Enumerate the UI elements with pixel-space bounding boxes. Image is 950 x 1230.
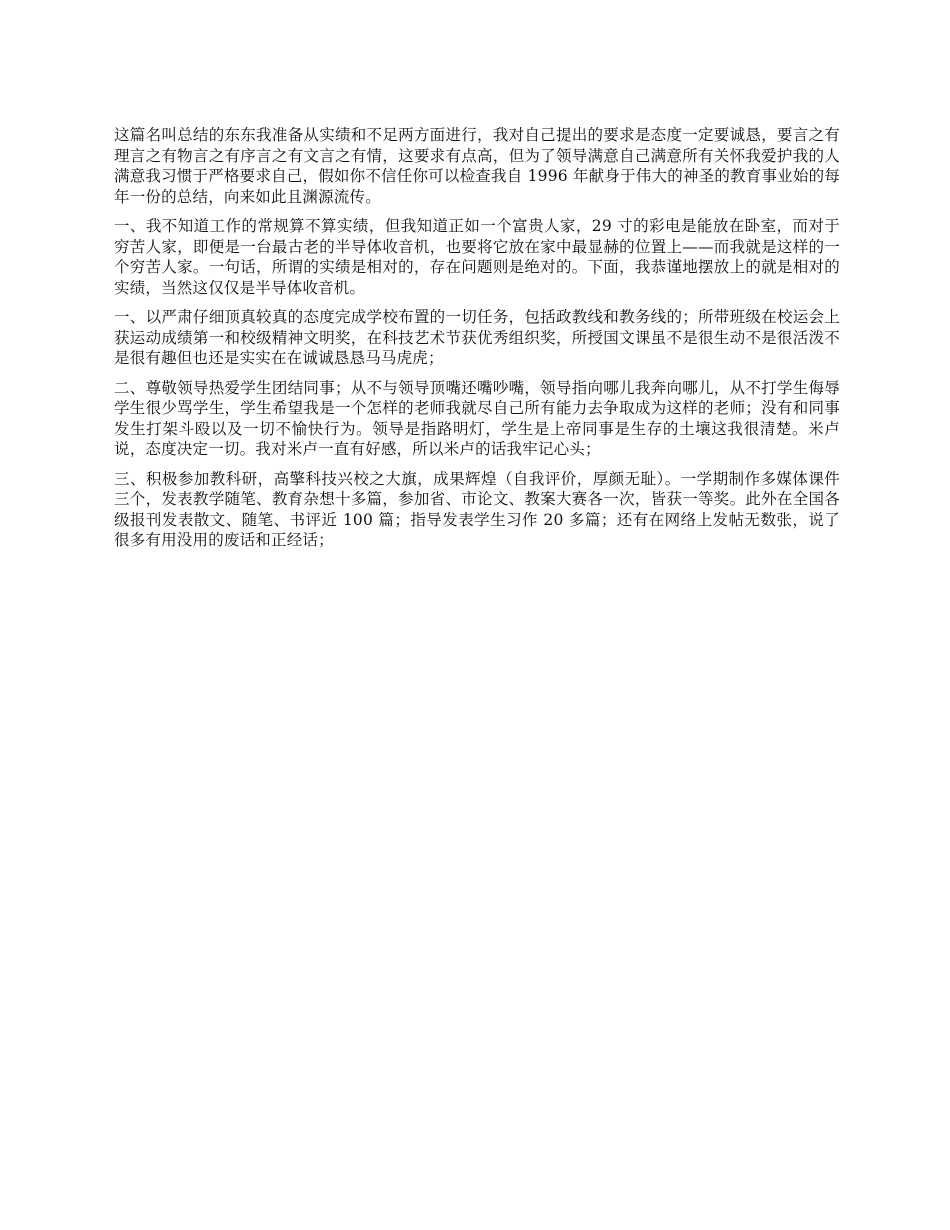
document-body: [114, 125, 840, 560]
paragraph-preface: 一、我不知道工作的常规算不算实绩，但我知道正如一个富贵人家，29 寸的彩电是能放在卧室，而对于穷苦人家，即便是一台最古老的半导体收音机，也要将它放在家中最显赫的位置上——而我就是这样的一个穷苦人家。一句话，所谓的实绩是相对的，存在问题则是绝对的。下面，我恭谨地摆放上的就是相对的实绩，当然这仅仅是半导体收音机。: [114, 217, 840, 297]
paragraph-item-2: 二、尊敬领导热爱学生团结同事；从不与领导顶嘴还嘴吵嘴，领导指向哪儿我奔向哪儿，从不打学生侮辱学生很少骂学生，学生希望我是一个怎样的老师我就尽自己所有能力去争取成为这样的老师；没有和同事发生打架斗殴以及一切不愉快行为。领导是指路明灯，学生是上帝同事是生存的土壤这我很清楚。米卢说，态度决定一切。我对米卢一直有好感，所以米卢的话我牢记心头；: [114, 378, 840, 458]
paragraph-item-3: 三、积极参加教科研，高擎科技兴校之大旗，成果辉煌（自我评价，厚颜无耻）。一学期制作多媒体课件三个，发表教学随笔、教育杂想十多篇，参加省、市论文、教案大赛各一次，皆获一等奖。此外在全国各级报刊发表散文、随笔、书评近 100 篇；指导发表学生习作 20 多篇；还有在网络上发帖无数张，说了很多有用没用的废话和正经话；: [114, 469, 840, 549]
paragraph-item-1: 一、以严肃仔细顶真较真的态度完成学校布置的一切任务，包括政教线和教务线的；所带班级在校运会上获运动成绩第一和校级精神文明奖，在科技艺术节获优秀组织奖，所授国文课虽不是很生动不是很活泼不是很有趣但也还是实实在在诚诚恳恳马马虎虎；: [114, 308, 840, 367]
paragraph-intro: 这篇名叫总结的东东我准备从实绩和不足两方面进行，我对自己提出的要求是态度一定要诚恳，要言之有理言之有物言之有序言之有文言之有情，这要求有点高，但为了领导满意自己满意所有关怀我爱护我的人满意我习惯于严格要求自己，假如你不信任你可以检查我自 1996 年献身于伟大的神圣的教育事业始的每年一份的总结，向来如此且渊源流传。: [114, 126, 840, 206]
